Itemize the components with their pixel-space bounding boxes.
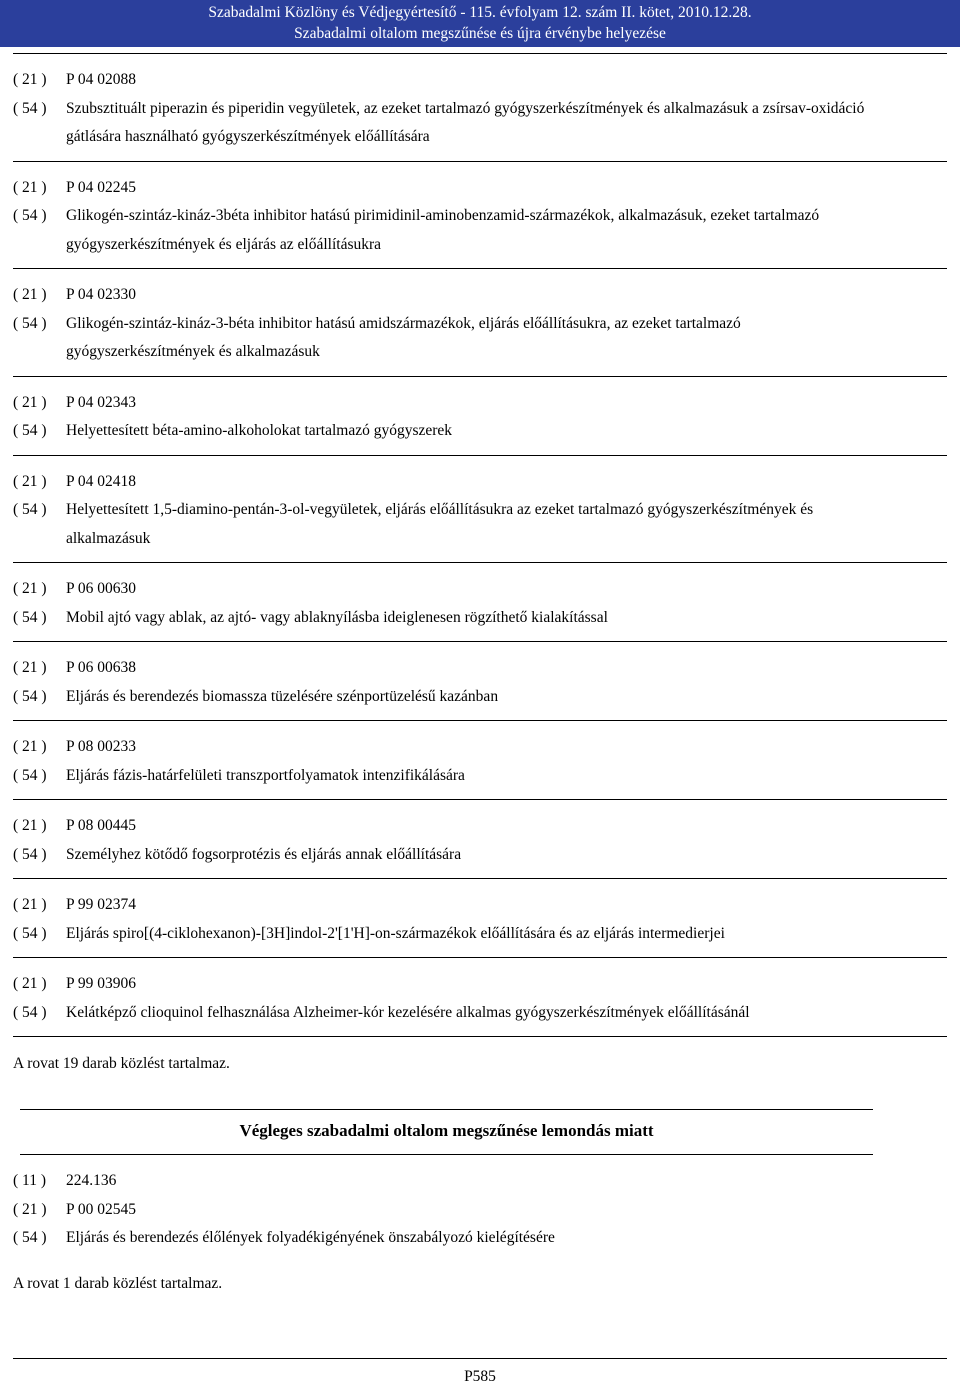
record-count: A rovat 1 darab közlést tartalmaz.	[13, 1274, 223, 1292]
field-value: Glikogén-szintáz-kináz-3béta inhibitor hatású pirimidinil-aminobenzamid-származékok, alkalmazásuk, ezeket tartalmazó gyógyszerkészítmények és eljárás az előállításukra	[66, 207, 820, 253]
document-body	[0, 53, 947, 1295]
record	[13, 389, 947, 446]
record-line	[13, 468, 947, 497]
field-value: P 00 02545	[66, 1200, 137, 1218]
record-line	[13, 891, 947, 920]
record-line	[13, 920, 947, 949]
field-value: 224.136	[66, 1172, 117, 1189]
divider	[13, 376, 947, 377]
field-code: ( 21 )	[13, 71, 47, 88]
field-code: ( 21 )	[13, 472, 47, 490]
field-code: ( 54 )	[13, 207, 47, 224]
page-number: P585	[464, 1368, 496, 1385]
field-value: Személyhez kötődő fogsorprotézis és eljárás annak előállítására	[66, 845, 462, 863]
record	[13, 468, 947, 554]
field-value: Eljárás fázis-határfelületi transzportfolyamatok intenzifikálására	[66, 766, 465, 784]
field-code: ( 54 )	[13, 99, 47, 117]
field-value: Eljárás és berendezés élőlények folyadékigényének önszabályozó kielégítésére	[66, 1229, 555, 1246]
field-code: ( 54 )	[13, 422, 47, 439]
field-code: ( 21 )	[13, 178, 47, 196]
field-code: ( 21 )	[13, 896, 47, 913]
field-value: P 04 02343	[66, 393, 137, 411]
divider	[13, 957, 947, 958]
field-value: Eljárás spiro[(4-ciklohexanon)-[3H]indol-2'[1'H]-on-származékok előállítására és az eljárás intermedierjei	[66, 924, 725, 942]
record-list	[13, 66, 947, 1037]
field-value: Szubsztituált piperazin és piperidin vegyületek, az ezeket tartalmazó gyógyszerkészítmények és alkalmazásuk a zsírsav-oxidáció gátlására használható gyógyszerkészítmények előállítására	[66, 99, 865, 145]
field-value: P 04 02245	[66, 178, 137, 196]
field-code: ( 54 )	[13, 501, 47, 518]
divider	[13, 720, 947, 721]
record	[13, 1167, 947, 1253]
record	[13, 66, 947, 152]
field-value: P 06 00638	[66, 659, 137, 676]
divider	[13, 161, 947, 162]
field-code: ( 21 )	[13, 738, 47, 755]
record	[13, 733, 947, 790]
record-line	[13, 281, 947, 310]
record-line	[13, 841, 947, 870]
record-line	[13, 762, 947, 791]
page-header	[0, 0, 960, 47]
record-line	[13, 1167, 947, 1196]
field-code: ( 54 )	[13, 845, 47, 863]
record-line	[13, 202, 947, 259]
record-line	[13, 575, 947, 604]
record	[13, 891, 947, 948]
field-value: P 08 00233	[66, 738, 137, 755]
divider	[13, 1358, 947, 1359]
field-value: Helyettesített 1,5-diamino-pentán-3-ol-vegyületek, eljárás előállításukra az ezeket tartalmazó gyógyszerkészítmények és alkalmazásuk	[66, 501, 814, 547]
divider	[20, 1109, 873, 1110]
record-line	[13, 683, 947, 712]
field-code: ( 54 )	[13, 314, 47, 332]
field-value: P 99 03906	[66, 975, 137, 992]
record-line	[13, 812, 947, 841]
field-value: P 04 02418	[66, 472, 137, 490]
divider	[13, 878, 947, 879]
journal-title: Szabadalmi Közlöny és Védjegyértesítő - 115. évfolyam 12. szám II. kötet, 2010.12.28.	[208, 4, 752, 21]
record-line	[13, 604, 947, 633]
field-code: ( 54 )	[13, 1003, 47, 1021]
record-line	[13, 654, 947, 683]
record	[13, 970, 947, 1027]
record-line	[13, 174, 947, 203]
field-code: ( 54 )	[13, 766, 47, 784]
field-code: ( 21 )	[13, 393, 47, 411]
field-value: P 04 02088	[66, 71, 137, 88]
field-value: P 08 00445	[66, 817, 137, 834]
field-code: ( 21 )	[13, 286, 47, 303]
divider	[13, 641, 947, 642]
record	[13, 174, 947, 260]
field-code: ( 54 )	[13, 687, 47, 705]
divider	[20, 1154, 873, 1155]
record-count: A rovat 19 darab közlést tartalmaz.	[13, 1055, 230, 1072]
record	[13, 654, 947, 711]
record-line	[13, 417, 947, 446]
field-value: Kelátképző clioquinol felhasználása Alzheimer-kór kezelésére alkalmas gyógyszerkészítmények előállításánál	[66, 1003, 750, 1021]
record-line	[13, 389, 947, 418]
divider	[13, 455, 947, 456]
divider	[13, 799, 947, 800]
field-value: P 99 02374	[66, 896, 137, 913]
divider	[13, 268, 947, 269]
field-value: Eljárás és berendezés biomassza tüzelésére szénportüzelésű kazánban	[66, 687, 499, 705]
record-line	[13, 1196, 947, 1225]
divider	[13, 562, 947, 563]
divider	[13, 53, 947, 54]
field-code: ( 54 )	[13, 1229, 47, 1246]
record	[13, 812, 947, 869]
record-line	[13, 999, 947, 1028]
field-value: Glikogén-szintáz-kináz-3-béta inhibitor hatású amidszármazékok, eljárás előállításukra, az ezeket tartalmazó gyógyszerkészítmények és alkalmazásuk	[66, 314, 741, 360]
field-value: P 04 02330	[66, 286, 137, 303]
section-heading: Szabadalmi oltalom megszűnése és újra érvénybe helyezése	[294, 25, 666, 42]
record-line	[13, 970, 947, 999]
record-line	[13, 496, 947, 553]
field-code: ( 21 )	[13, 817, 47, 834]
field-code: ( 11 )	[13, 1172, 46, 1189]
section-title: Végleges szabadalmi oltalom megszűnése lemondás miatt	[239, 1121, 654, 1140]
record-list	[13, 1167, 947, 1253]
field-code: ( 21 )	[13, 659, 47, 676]
record	[13, 575, 947, 632]
field-value: Helyettesített béta-amino-alkoholokat tartalmazó gyógyszerek	[66, 422, 453, 439]
record-line	[13, 66, 947, 95]
record-line	[13, 95, 947, 152]
field-value: P 06 00630	[66, 580, 137, 597]
field-code: ( 21 )	[13, 1200, 47, 1218]
record-line	[13, 733, 947, 762]
record-line	[13, 310, 947, 367]
field-code: ( 54 )	[13, 924, 47, 942]
field-code: ( 54 )	[13, 608, 47, 626]
field-code: ( 21 )	[13, 975, 47, 992]
field-code: ( 21 )	[13, 580, 47, 597]
field-value: Mobil ajtó vagy ablak, az ajtó- vagy ablaknyílásba ideiglenesen rögzíthető kialakítással	[66, 608, 608, 626]
record	[13, 281, 947, 367]
record-line	[13, 1224, 947, 1253]
divider	[13, 1036, 947, 1037]
